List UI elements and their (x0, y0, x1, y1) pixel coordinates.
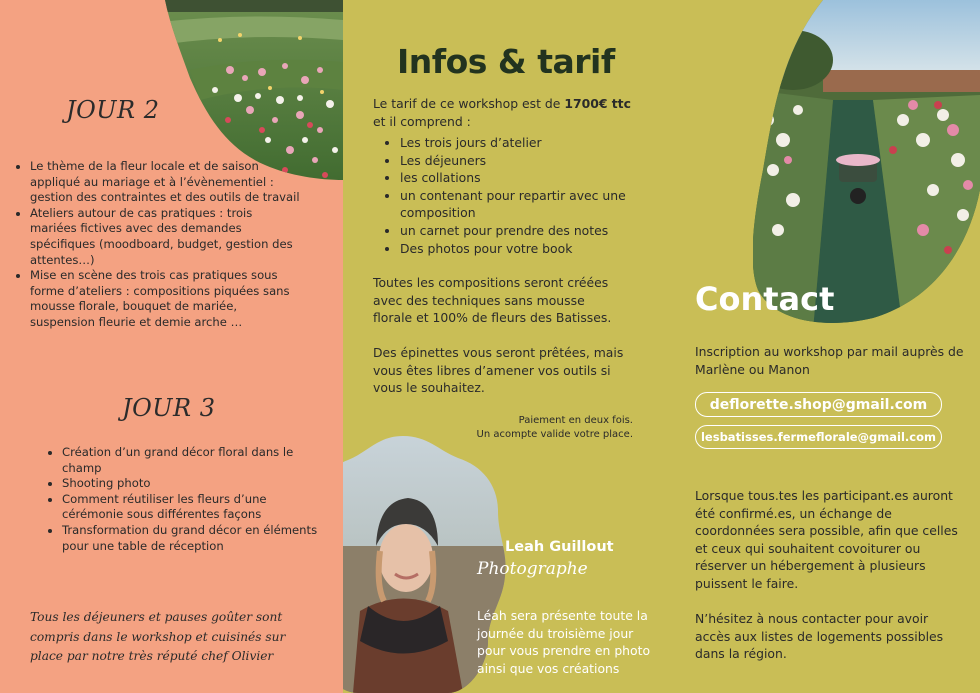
day3-list (44, 445, 320, 554)
list-item: • Transformation du grand décor en éléments pour une table de réception (62, 523, 320, 554)
payment-line-1: Paiement en deux fois. (518, 415, 633, 426)
price-intro: Le tarif de ce workshop est de (373, 96, 565, 111)
list-item: • les collations (400, 169, 655, 187)
contact-intro: Inscription au workshop par mail auprès de Marlène ou Manon (695, 344, 964, 377)
email-deflorette-button[interactable]: deflorette.shop@gmail.com (695, 392, 942, 417)
day2-title: JOUR 2 (66, 96, 160, 124)
list-item: • Le thème de la fleur locale et de saison appliqué au mariage et à l’évènementiel : gestion des contraintes et des outils de travail (30, 159, 300, 206)
photographer-role: Photographe (477, 559, 588, 579)
day3-title: JOUR 3 (122, 394, 216, 422)
right-panel (343, 0, 980, 693)
infos-title: Infos & tarif (397, 42, 615, 81)
lodging-text: N’hésitez à nous contacter pour avoir accès aux listes de logements possibles dans la région. (695, 611, 944, 662)
price-text (373, 95, 653, 130)
meals-note: Tous les déjeuners et pauses goûter sont compris dans le workshop et cuisinés sur place par notre très réputé chef Olivier (30, 610, 286, 663)
contact-title: Contact (695, 280, 835, 318)
tools-text: Des épinettes vous seront prêtées, mais vous êtes libres d’amener vos outils si vous le souhaitez. (373, 345, 624, 396)
left-panel (0, 0, 343, 693)
list-item: • Comment réutiliser les fleurs d’une cérémonie sous différentes façons (62, 492, 320, 523)
list-item: • Les déjeuners (400, 152, 655, 170)
list-item: • Ateliers autour de cas pratiques : trois mariées fictives avec des demandes spécifiques (moodboard, budget, gestion des attentes…) (30, 206, 300, 268)
list-item: • Des photos pour votre book (400, 240, 655, 258)
includes-list (382, 134, 655, 257)
carpool-text: Lorsque tous.tes les participant.es auront été confirmé.es, un échange de coordonnées sera possible, afin que celles et ceux qui souhaitent covoiturer ou réserver un hébergement à plusieurs puissent le faire. (695, 488, 958, 591)
price-outro: et il comprend : (373, 113, 471, 129)
list-item: • Les trois jours d’atelier (400, 134, 655, 152)
compositions-text: Toutes les compositions seront créées avec des techniques sans mousse florale et 100% de fleurs des Batisses. (373, 275, 612, 326)
list-item: • Shooting photo (62, 476, 320, 492)
list-item: • Création d’un grand décor floral dans le champ (62, 445, 320, 476)
list-item: • Mise en scène des trois cas pratiques sous forme d’ateliers : compositions piquées sans mousse florale, bouquet de mariée, suspension fleurie et demie arche … (30, 268, 300, 330)
list-item: • un contenant pour repartir avec une composition (400, 187, 655, 222)
photographer-desc: Léah sera présente toute la journée du troisième jour pour vous prendre en photo ainsi que vos créations (477, 608, 651, 676)
payment-line-2: Un acompte valide votre place. (476, 429, 633, 440)
email-lesbatisses-button[interactable]: lesbatisses.fermeflorale@gmail.com (695, 425, 942, 449)
list-item: • un carnet pour prendre des notes (400, 222, 655, 240)
photographer-name: Leah Guillout (505, 539, 614, 555)
day2-list (12, 159, 300, 331)
price-value: 1700€ ttc (564, 96, 631, 111)
